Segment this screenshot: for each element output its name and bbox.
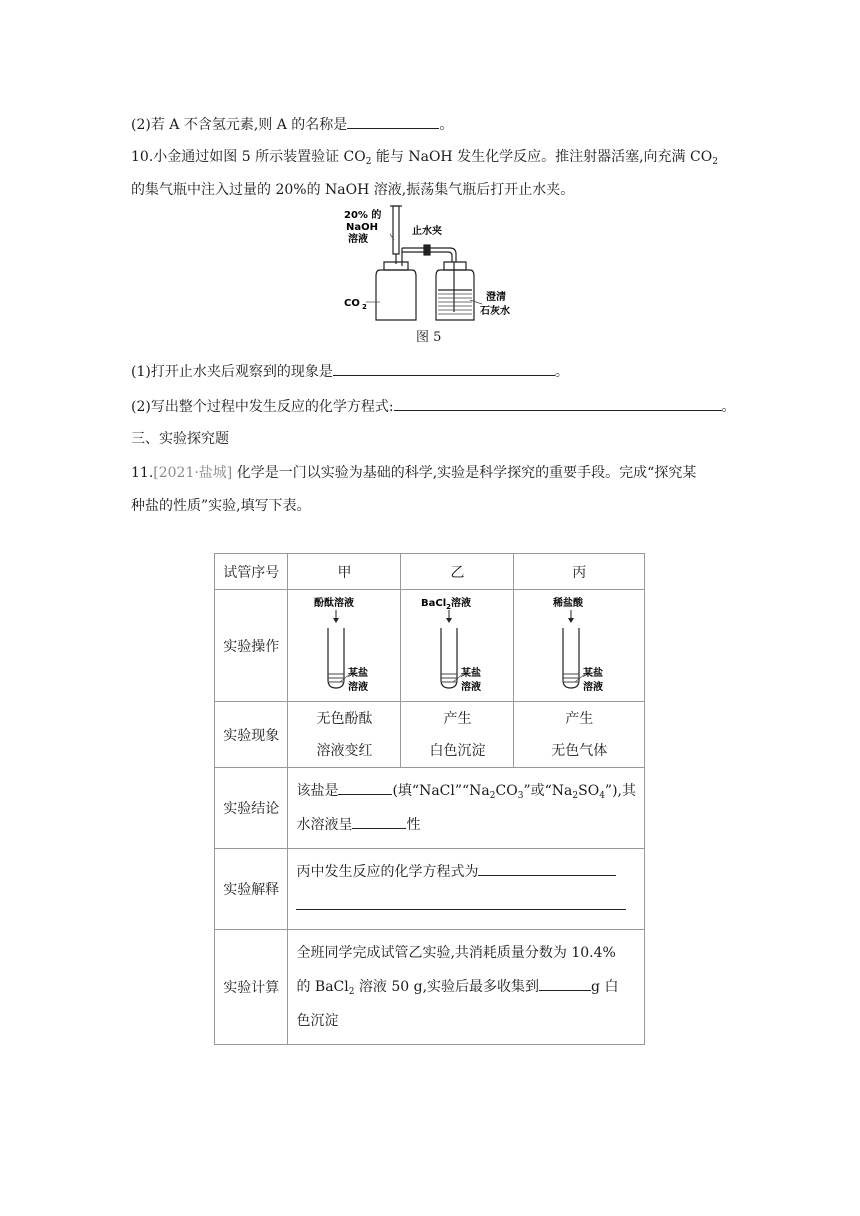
figure-caption: 图 5: [416, 330, 442, 345]
section-title: 三、实验探究题: [131, 431, 229, 447]
q11-line2: 种盐的性质”实验,填写下表。: [131, 498, 311, 514]
table-row: 实验解释 丙中发生反应的化学方程式为: [215, 849, 645, 930]
table-row: 实验现象 无色酚酞 溶液变红 产生 白色沉淀 产生 无色气体: [215, 702, 645, 768]
answer-blank[interactable]: [333, 360, 555, 376]
svg-text:溶液: 溶液: [461, 681, 482, 693]
q11-line1: 11.[2021·盐城] 化学是一门以实验为基础的科学,实验是科学探究的重要手段。完成“探究某: [131, 465, 697, 481]
svg-text:澄清: 澄清: [486, 292, 506, 303]
q10-part1: (1)打开止水夹后观察到的现象是 。: [131, 360, 569, 382]
test-tube-bing: [514, 590, 645, 702]
svg-text:酚酞溶液: 酚酞溶液: [314, 597, 355, 609]
test-tube-jia: [288, 590, 401, 702]
experiment-table: [214, 553, 645, 1045]
q10-line2: 的集气瓶中注入过量的 20%的 NaOH 溶液,振荡集气瓶后打开止水夹。: [131, 182, 575, 198]
table-row: 实验结论 该盐是 (填“$NaCl”“Na_2CO_3$”或“$Na_2SO_4$”),其 水溶液呈 性: [215, 768, 645, 849]
answer-blank[interactable]: [347, 113, 439, 129]
svg-text:溶液: 溶液: [348, 681, 369, 693]
svg-text:某盐: 某盐: [348, 667, 369, 679]
svg-text:溶液: 溶液: [583, 681, 604, 693]
svg-text:某盐: 某盐: [583, 667, 604, 679]
apparatus-figure: [340, 204, 530, 324]
answer-blank[interactable]: [478, 860, 616, 876]
svg-text:BaCl2溶液: BaCl$_2$溶液: [421, 597, 472, 611]
svg-text:稀盐酸: 稀盐酸: [553, 597, 584, 609]
answer-blank[interactable]: [296, 894, 626, 910]
svg-text:2: 2: [362, 303, 367, 311]
test-tube-yi: [401, 590, 514, 702]
table-row: 实验操作 酚酞溶液 某盐 溶液 BaCl$_2$溶液 某盐 溶液 稀盐酸 某盐 溶液: [215, 590, 645, 702]
q10-part2: (2)写出整个过程中发生反应的化学方程式: 。: [131, 395, 736, 417]
answer-blank[interactable]: [394, 395, 722, 411]
svg-text:溶液: 溶液: [348, 234, 368, 245]
table-row: 试管序号 甲 乙 丙: [215, 554, 645, 590]
q9-part2: (2)若 A 不含氢元素,则 A 的名称是 。: [131, 113, 453, 135]
q10-line1: 10.小金通过如图 5 所示装置验证 $CO_2$ 能与 NaOH 发生化学反应。推注射器活塞,向充满 $CO_2$: [131, 149, 718, 167]
svg-text:止水夹: 止水夹: [412, 226, 442, 237]
svg-text:CO: CO: [344, 298, 360, 309]
answer-blank[interactable]: [352, 813, 406, 829]
answer-blank[interactable]: [338, 779, 392, 795]
answer-blank[interactable]: [539, 975, 591, 991]
svg-text:NaOH: NaOH: [346, 222, 378, 233]
svg-text:石灰水: 石灰水: [480, 306, 510, 317]
svg-text:某盐: 某盐: [461, 667, 482, 679]
svg-text:20% 的: 20% 的: [344, 210, 382, 221]
table-row: 实验计算 全班同学完成试管乙实验,共消耗质量分数为 10.4% 的 BaCl$_2$ 溶液 50 g,实验后最多收集到 g 白 色沉淀: [215, 930, 645, 1045]
